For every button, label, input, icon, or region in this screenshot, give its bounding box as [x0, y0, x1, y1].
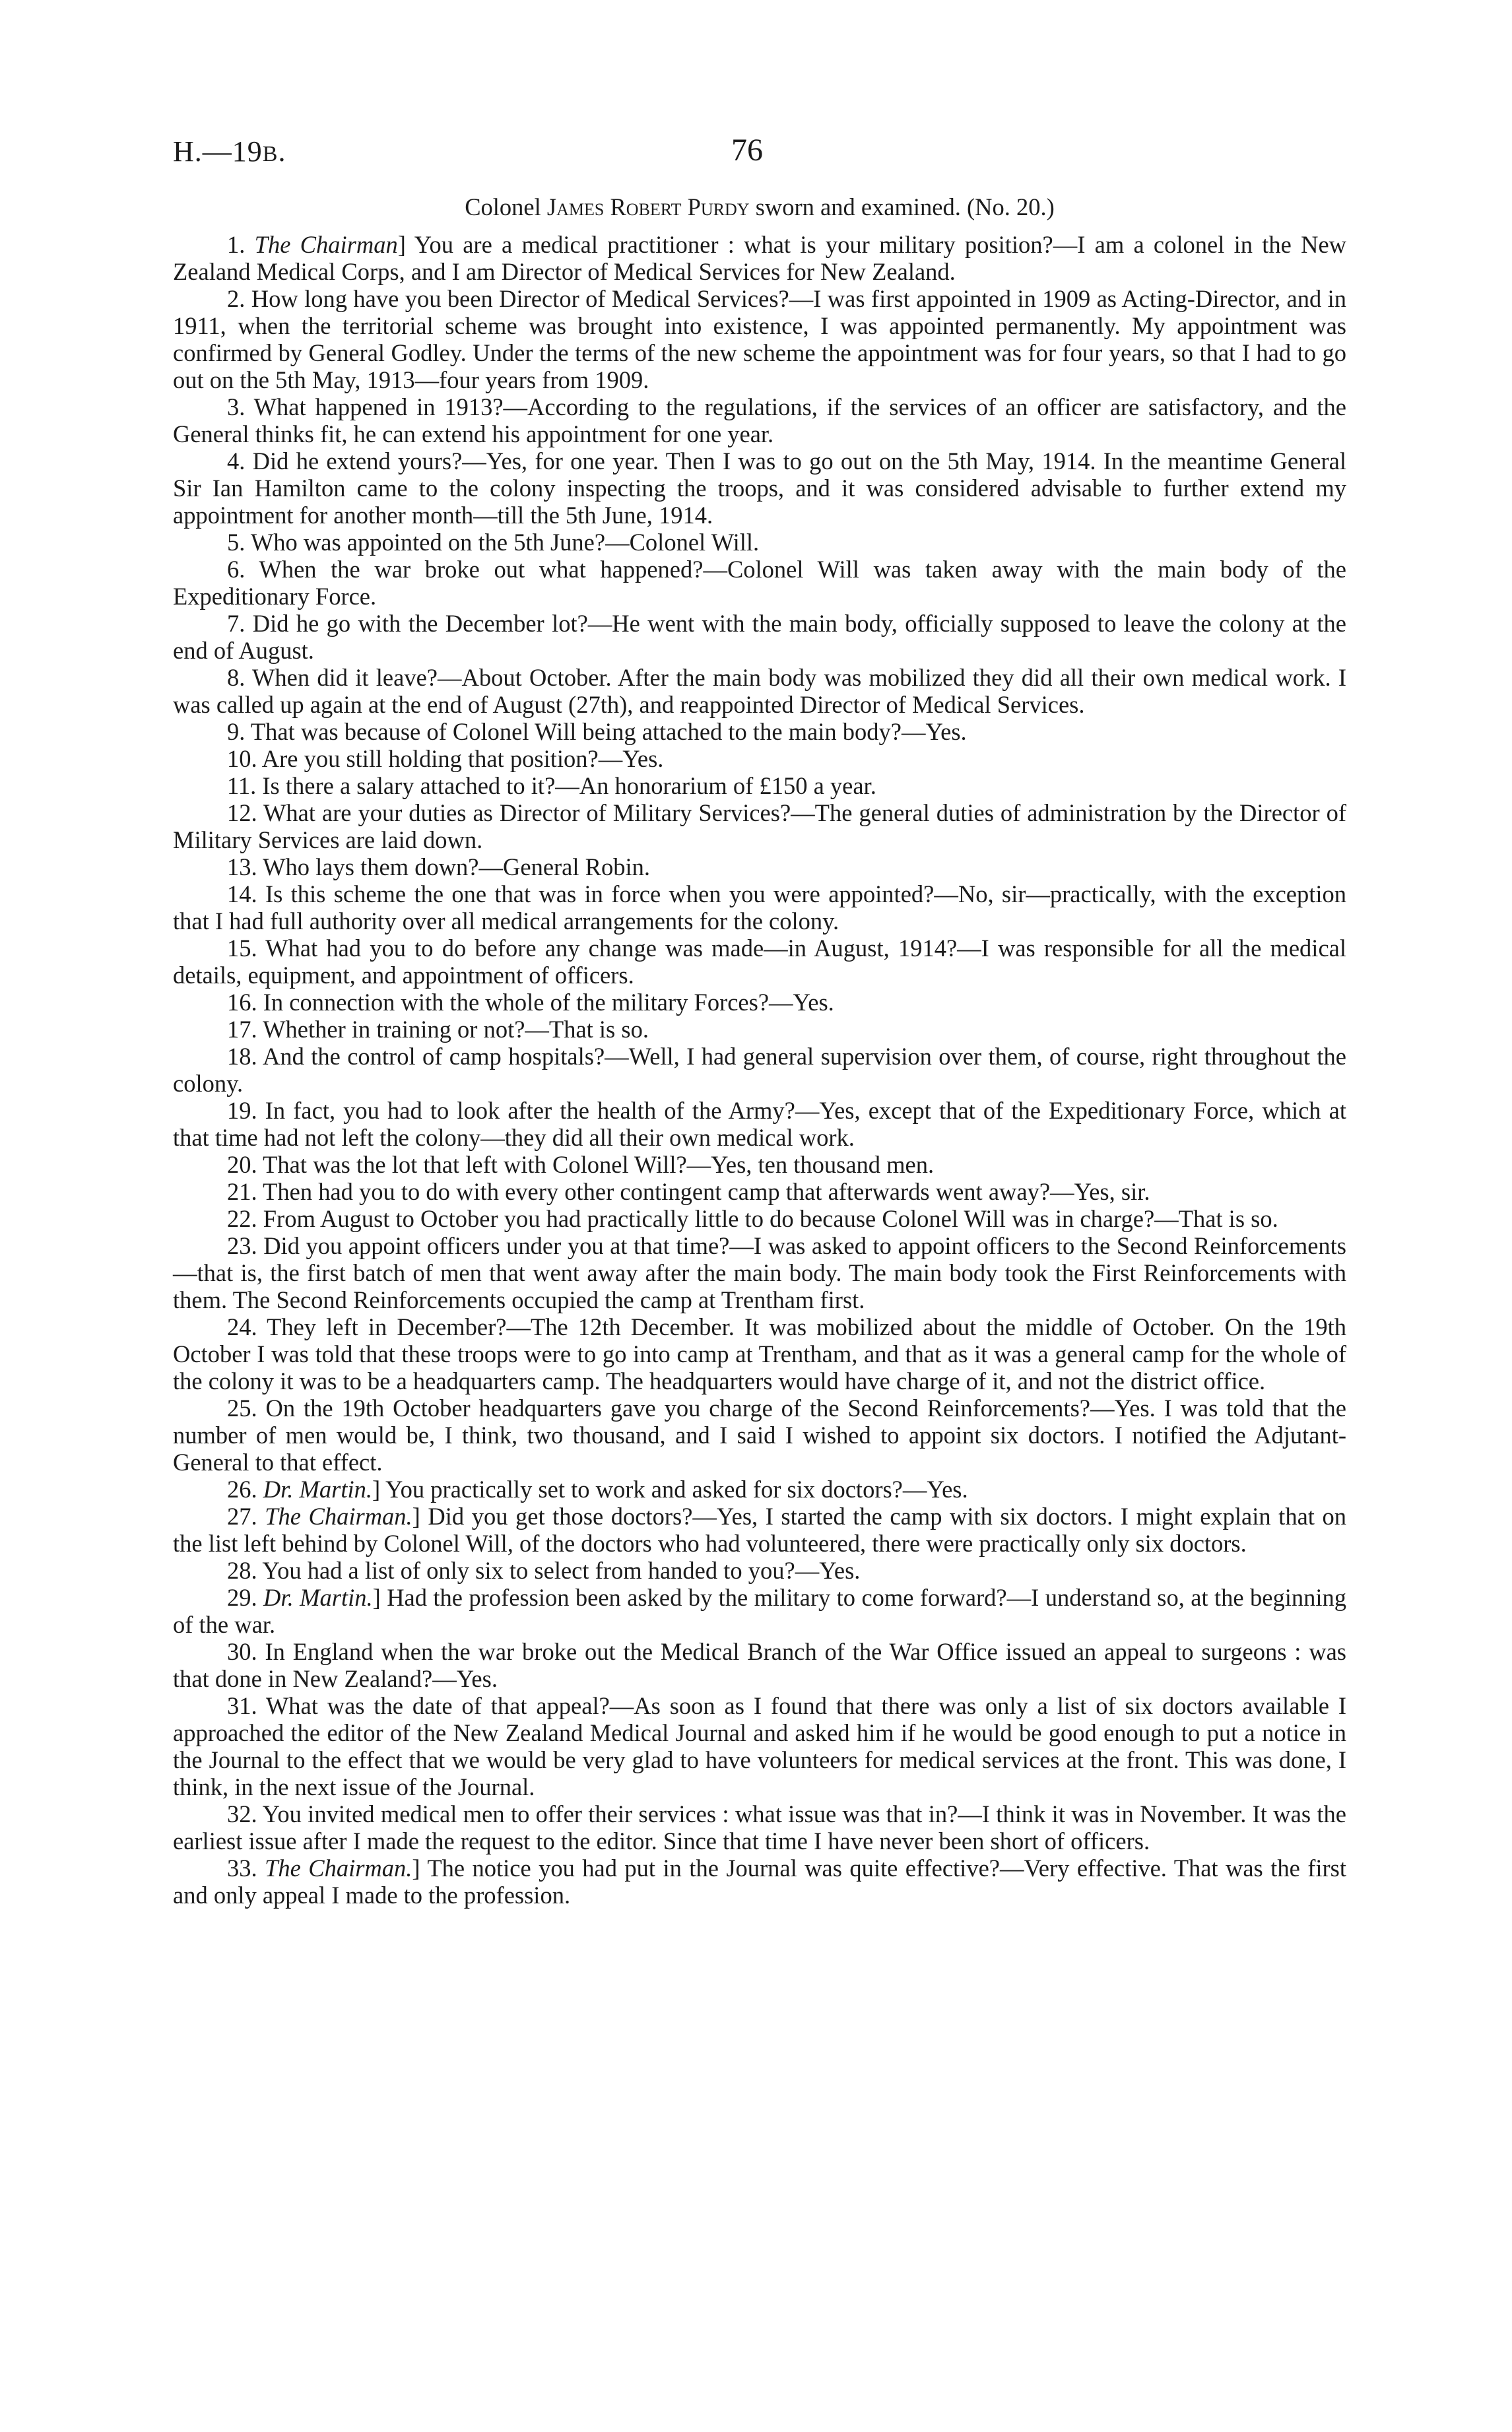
- question-number: 9.: [227, 718, 246, 745]
- question-number: 26.: [227, 1476, 257, 1503]
- question-paragraph: [173, 1205, 1346, 1232]
- witness-heading: [173, 193, 1346, 221]
- question-number: 20.: [227, 1151, 257, 1178]
- question-paragraph: [173, 664, 1346, 718]
- question-paragraph: [173, 393, 1346, 447]
- question-paragraph: [173, 718, 1346, 745]
- question-answer-text: In connection with the whole of the military Forces?—Yes.: [263, 989, 834, 1016]
- question-paragraph: [173, 1043, 1346, 1097]
- question-answer-text: That was because of Colonel Will being attached to the main body?—Yes.: [250, 718, 967, 745]
- question-number: 6.: [227, 556, 246, 583]
- heading-prefix: Colonel: [465, 193, 547, 220]
- question-paragraph: [173, 556, 1346, 610]
- question-answer-text: They left in December?—The 12th December. It was mobilized about the middle of October. On the 19th October I was told that these troops were to go into camp at Trentham, and that as it was a general camp for the whole of the colony it was to be a headquarters camp. The headquarters would have charge of it, and not the district office.: [173, 1313, 1346, 1395]
- question-answer-text: In fact, you had to look after the health of the Army?—Yes, except that of the Expeditionary Force, which at that time had not left the colony—they did all their own medical work.: [173, 1097, 1346, 1151]
- question-answer-text: The notice you had put in the Journal was quite effective?—Very effective. That was the first and only appeal I made to the profession.: [173, 1855, 1346, 1909]
- question-number: 31.: [227, 1692, 257, 1719]
- question-paragraph: [173, 935, 1346, 989]
- question-number: 27.: [227, 1503, 257, 1530]
- question-answer-text: That was the lot that left with Colonel Will?—Yes, ten thousand men.: [263, 1151, 935, 1178]
- question-number: 5.: [227, 529, 246, 556]
- question-number: 13.: [227, 853, 257, 880]
- question-number: 28.: [227, 1557, 257, 1584]
- speaker-bracket: ]: [372, 1476, 381, 1503]
- question-paragraph: [173, 1097, 1346, 1151]
- question-answer-text: Who lays them down?—General Robin.: [263, 853, 650, 880]
- question-answer-text: What happened in 1913?—According to the regulations, if the services of an officer are satisfactory, and the General thinks fit, he can extend his appointment for one year.: [173, 393, 1346, 447]
- speaker-name: The Chairman.: [265, 1855, 412, 1882]
- question-paragraph: [173, 1692, 1346, 1800]
- question-number: 10.: [227, 745, 257, 772]
- question-answer-text: Is this scheme the one that was in force when you were appointed?—No, sir—practically, with the exception that I had full authority over all medical arrangements for the colony.: [173, 880, 1346, 935]
- question-paragraph: [173, 231, 1346, 285]
- question-number: 29.: [227, 1584, 257, 1611]
- question-paragraph: [173, 799, 1346, 853]
- question-paragraph: [173, 1557, 1346, 1584]
- question-answer-text: Did he extend yours?—Yes, for one year. Then I was to go out on the 5th May, 1914. In the meantime General Sir Ian Hamilton came to the colony inspecting the troops, and it was considered advisable to further extend my appointment for another month—till the 5th June, 1914.: [173, 447, 1346, 529]
- witness-name: James Robert Purdy: [546, 193, 750, 220]
- question-answer-text: How long have you been Director of Medical Services?—I was first appointed in 1909 as Acting-Director, and in 1911, when the territorial scheme was brought into existence, I was appointed permanently. My appointment was confirmed by General Godley. Under the terms of the new scheme the appointment was for four years, so that I had to go out on the 5th May, 1913—four years from 1909.: [173, 285, 1346, 393]
- question-number: 32.: [227, 1800, 257, 1827]
- question-answer-text: When the war broke out what happened?—Colonel Will was taken away with the main body of the Expeditionary Force.: [173, 556, 1347, 610]
- question-answer-text: What are your duties as Director of Military Services?—The general duties of administration by the Director of Military Services are laid down.: [173, 799, 1347, 853]
- question-answer-text: From August to October you had practically little to do because Colonel Will was in charge?—That is so.: [263, 1205, 1278, 1232]
- question-number: 24.: [227, 1313, 257, 1340]
- question-number: 25.: [227, 1395, 257, 1422]
- question-paragraph: [173, 1395, 1346, 1476]
- question-number: 3.: [227, 393, 246, 420]
- question-number: 14.: [227, 880, 257, 907]
- question-number: 11.: [227, 772, 257, 799]
- speaker-name: Dr. Martin.: [263, 1476, 373, 1503]
- question-paragraph: [173, 610, 1346, 664]
- question-paragraph: [173, 1855, 1346, 1909]
- question-answer-text: Did he go with the December lot?—He went with the main body, officially supposed to leave the colony at the end of August.: [173, 610, 1347, 664]
- question-number: 19.: [227, 1097, 257, 1124]
- question-answer-text: Did you get those doctors?—Yes, I started the camp with six doctors. I might explain that on the list left behind by Colonel Will, of the doctors who had volunteered, there were practically only six doctors.: [173, 1503, 1346, 1557]
- document-reference: H.—19B.: [173, 135, 286, 168]
- speaker-name: The Chairman.: [265, 1503, 412, 1530]
- question-number: 21.: [227, 1178, 257, 1205]
- question-paragraph: [173, 529, 1346, 556]
- question-paragraph: [173, 1313, 1346, 1395]
- speaker-bracket: ]: [412, 1855, 420, 1882]
- question-paragraph: [173, 285, 1346, 393]
- reference-main: H.—19: [173, 135, 263, 168]
- question-answer-text: On the 19th October headquarters gave you charge of the Second Reinforcements?—Yes. I was told that the number of men would be, I think, two thousand, and I said I wished to appoint six doctors. I notified the Adjutant-General to that effect.: [173, 1395, 1347, 1476]
- question-paragraph: [173, 1503, 1346, 1557]
- question-answer-text: Did you appoint officers under you at that time?—I was asked to appoint officers to the Second Reinforcements—that is, the first batch of men that went away after the main body. The main body took the First Reinforcements with them. The Second Reinforcements occupied the camp at Trentham first.: [173, 1232, 1347, 1313]
- question-paragraph: [173, 1232, 1346, 1313]
- question-paragraph: [173, 880, 1346, 935]
- question-answer-text: Who was appointed on the 5th June?—Colonel Will.: [250, 529, 760, 556]
- speaker-bracket: ]: [397, 231, 406, 258]
- question-paragraph: [173, 1151, 1346, 1178]
- question-answer-text: What had you to do before any change was made—in August, 1914?—I was responsible for all the medical details, equipment, and appointment of officers.: [173, 935, 1346, 989]
- reference-suffix: B: [262, 142, 279, 166]
- question-number: 12.: [227, 799, 257, 826]
- question-paragraph: [173, 1584, 1346, 1638]
- question-paragraph: [173, 989, 1346, 1016]
- question-answer-text: What was the date of that appeal?—As soon as I found that there was only a list of six doctors available I approached the editor of the New Zealand Medical Journal and asked him if he would be good enough to put a notice in the Journal to the effect that we would be very glad to have volunteers for medical services at the front. This was done, I think, in the next issue of the Journal.: [173, 1692, 1347, 1800]
- question-answer-text: Are you still holding that position?—Yes.: [261, 745, 664, 772]
- question-answer-text: You had a list of only six to select from handed to you?—Yes.: [262, 1557, 861, 1584]
- question-paragraph: [173, 447, 1346, 529]
- heading-suffix: sworn and examined. (No. 20.): [749, 193, 1055, 220]
- question-paragraph: [173, 772, 1346, 799]
- question-paragraph: [173, 1178, 1346, 1205]
- question-number: 2.: [227, 285, 246, 312]
- question-number: 15.: [227, 935, 257, 962]
- question-answer-text: In England when the war broke out the Medical Branch of the War Office issued an appeal to surgeons : was that done in New Zealand?—Yes.: [173, 1638, 1346, 1692]
- speaker-bracket: ]: [412, 1503, 420, 1530]
- question-answer-text: And the control of camp hospitals?—Well, I had general supervision over them, of course, right throughout the colony.: [173, 1043, 1346, 1097]
- question-number: 18.: [227, 1043, 257, 1070]
- question-number: 8.: [227, 664, 246, 691]
- question-number: 30.: [227, 1638, 257, 1665]
- question-answer-text: You invited medical men to offer their services : what issue was that in?—I think it was in November. It was the earliest issue after I made the request to the editor. Since that time I have never been short of officers.: [173, 1800, 1346, 1855]
- question-number: 17.: [227, 1016, 257, 1043]
- question-paragraph: [173, 1800, 1346, 1855]
- question-paragraph: [173, 853, 1346, 880]
- question-number: 4.: [227, 447, 246, 475]
- question-number: 22.: [227, 1205, 257, 1232]
- question-answer-text: You practically set to work and asked for six doctors?—Yes.: [380, 1476, 968, 1503]
- question-number: 7.: [227, 610, 246, 637]
- question-answer-text: When did it leave?—About October. After the main body was mobilized they did all their own medical work. I was called up again at the end of August (27th), and reappointed Director of Medical Services.: [173, 664, 1346, 718]
- question-number: 16.: [227, 989, 257, 1016]
- question-paragraph: [173, 745, 1346, 772]
- speaker-bracket: ]: [372, 1584, 381, 1611]
- question-number: 1.: [227, 231, 246, 258]
- question-answer-text: Whether in training or not?—That is so.: [263, 1016, 649, 1043]
- question-number: 33.: [227, 1855, 257, 1882]
- question-number: 23.: [227, 1232, 257, 1259]
- speaker-name: The Chairman: [254, 231, 398, 258]
- question-answer-text: Is there a salary attached to it?—An honorarium of £150 a year.: [262, 772, 876, 799]
- page-number: 76: [731, 133, 763, 168]
- testimony-body: [173, 231, 1346, 1909]
- question-paragraph: [173, 1476, 1346, 1503]
- question-paragraph: [173, 1016, 1346, 1043]
- speaker-name: Dr. Martin.: [263, 1584, 373, 1611]
- question-answer-text: You are a medical practitioner : what is your military position?—I am a colonel in the New Zealand Medical Corps, and I am Director of Medical Services for New Zealand.: [173, 231, 1347, 285]
- question-answer-text: Had the profession been asked by the military to come forward?—I understand so, at the beginning of the war.: [173, 1584, 1346, 1638]
- question-paragraph: [173, 1638, 1346, 1692]
- question-answer-text: Then had you to do with every other contingent camp that afterwards went away?—Yes, sir.: [263, 1178, 1150, 1205]
